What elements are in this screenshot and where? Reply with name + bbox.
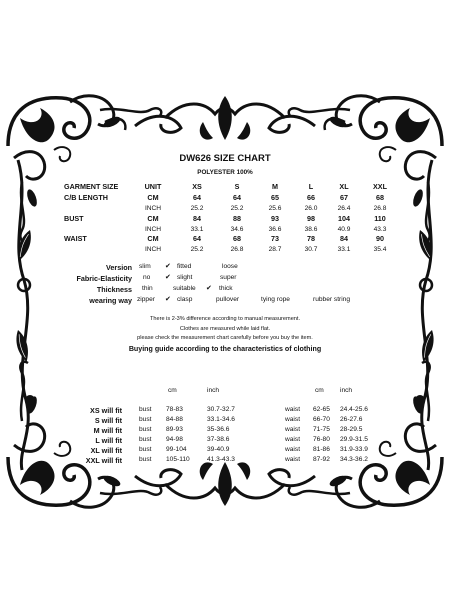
guide-bust-inch: 33.1-34.6 bbox=[207, 416, 235, 423]
table-cell: 25.2 bbox=[190, 246, 204, 253]
row-unit: INCH bbox=[144, 246, 162, 253]
guide-bust-label: bust bbox=[139, 416, 152, 423]
attr-option-selected: suitable bbox=[173, 285, 196, 292]
check-icon: ✔ bbox=[165, 263, 171, 270]
attr-option-selected: fitted bbox=[177, 263, 192, 270]
attr-label-elasticity: Fabric-Elasticity bbox=[76, 274, 132, 283]
guide-col-inch: inch bbox=[340, 387, 353, 394]
guide-waist-label: waist bbox=[285, 426, 301, 433]
attr-option-selected: slight bbox=[177, 274, 193, 281]
table-cell: 40.9 bbox=[337, 226, 351, 233]
table-cell: 26.4 bbox=[337, 205, 351, 212]
table-cell: 73 bbox=[271, 234, 279, 243]
row-unit: CM bbox=[147, 234, 159, 243]
table-cell: 35.4 bbox=[373, 246, 387, 253]
guide-bust-cm: 84-88 bbox=[166, 416, 183, 423]
header-size-s: S bbox=[234, 182, 240, 191]
table-cell: 93 bbox=[271, 214, 279, 223]
attr-option: pullover bbox=[216, 296, 240, 303]
guide-waist-label: waist bbox=[285, 456, 301, 463]
note-line: please check the measurement chart carefully before you buy the item. bbox=[137, 335, 313, 341]
attr-option: tying rope bbox=[261, 296, 290, 303]
buying-guide-title: Buying guide according to the characteristics of clothing bbox=[128, 345, 322, 353]
attr-option: super bbox=[220, 274, 237, 281]
attr-option-selected: clasp bbox=[177, 296, 193, 303]
guide-bust-label: bust bbox=[139, 446, 152, 453]
header-unit: UNIT bbox=[144, 182, 162, 191]
guide-bust-inch: 37-38.6 bbox=[207, 436, 230, 443]
guide-waist-cm: 66-70 bbox=[313, 416, 330, 423]
header-size-m: M bbox=[272, 182, 278, 191]
table-cell: 64 bbox=[193, 234, 201, 243]
table-cell: 104 bbox=[338, 214, 350, 223]
guide-bust-cm: 78-83 bbox=[166, 406, 183, 413]
table-cell: 68 bbox=[233, 234, 241, 243]
guide-bust-inch: 30.7-32.7 bbox=[207, 406, 235, 413]
guide-bust-label: bust bbox=[139, 406, 152, 413]
guide-row-label: XL will fit bbox=[90, 446, 122, 455]
guide-bust-cm: 99-104 bbox=[166, 446, 187, 453]
guide-waist-cm: 76-80 bbox=[313, 436, 330, 443]
guide-waist-label: waist bbox=[285, 406, 301, 413]
table-cell: 84 bbox=[193, 214, 201, 223]
guide-waist-label: waist bbox=[285, 446, 301, 453]
note-line: There is 2-3% difference according to manual measurement. bbox=[149, 316, 301, 322]
row-unit: INCH bbox=[144, 226, 162, 233]
guide-bust-inch: 35-36.6 bbox=[207, 426, 230, 433]
guide-col-cm: cm bbox=[315, 387, 324, 394]
table-cell: 33.1 bbox=[337, 246, 351, 253]
table-cell: 88 bbox=[233, 214, 241, 223]
check-icon: ✔ bbox=[165, 296, 171, 303]
table-cell: 36.6 bbox=[268, 226, 282, 233]
guide-row-label: S will fit bbox=[94, 416, 122, 425]
row-label-bust: BUST bbox=[64, 214, 84, 223]
header-size-xxl: XXL bbox=[373, 182, 387, 191]
table-cell: 25.6 bbox=[268, 205, 282, 212]
table-cell: 28.7 bbox=[268, 246, 282, 253]
attr-option: thin bbox=[142, 285, 153, 292]
guide-row-label: M will fit bbox=[93, 426, 122, 435]
check-icon: ✔ bbox=[206, 285, 212, 292]
table-cell: 26.0 bbox=[304, 205, 318, 212]
row-label-waist: WAIST bbox=[64, 234, 87, 243]
guide-waist-label: waist bbox=[285, 436, 301, 443]
guide-bust-cm: 94-98 bbox=[166, 436, 183, 443]
guide-waist-inch: 24.4-25.6 bbox=[340, 406, 368, 413]
guide-row-label: XXL will fit bbox=[85, 456, 122, 465]
attr-option: slim bbox=[139, 263, 151, 270]
table-cell: 65 bbox=[271, 193, 279, 202]
guide-row-label: L will fit bbox=[95, 436, 122, 445]
table-cell: 64 bbox=[233, 193, 241, 202]
guide-col-cm: cm bbox=[168, 387, 177, 394]
table-cell: 68 bbox=[376, 193, 384, 202]
guide-bust-inch: 39-40.9 bbox=[207, 446, 230, 453]
table-cell: 64 bbox=[193, 193, 201, 202]
table-cell: 26.8 bbox=[373, 205, 387, 212]
guide-waist-inch: 34.3-36.2 bbox=[340, 456, 368, 463]
table-cell: 38.6 bbox=[304, 226, 318, 233]
guide-bust-label: bust bbox=[139, 426, 152, 433]
table-cell: 25.2 bbox=[230, 205, 244, 212]
header-size-l: L bbox=[308, 182, 314, 191]
guide-bust-inch: 41.3-43.3 bbox=[207, 456, 235, 463]
header-size-xl: XL bbox=[339, 182, 349, 191]
guide-waist-inch: 31.9-33.9 bbox=[340, 446, 368, 453]
row-unit: CM bbox=[147, 214, 159, 223]
row-label-cb-length: C/B LENGTH bbox=[64, 193, 108, 202]
attr-option: rubber string bbox=[313, 296, 351, 303]
guide-col-inch: inch bbox=[207, 387, 220, 394]
table-cell: 90 bbox=[376, 234, 384, 243]
attr-option: loose bbox=[222, 263, 238, 270]
table-cell: 30.7 bbox=[304, 246, 318, 253]
table-cell: 66 bbox=[307, 193, 315, 202]
row-unit: CM bbox=[147, 193, 159, 202]
row-unit: INCH bbox=[144, 205, 162, 212]
table-cell: 78 bbox=[307, 234, 315, 243]
guide-row-label: XS will fit bbox=[90, 406, 122, 415]
attr-label-wearing-way: wearing way bbox=[89, 296, 132, 305]
guide-waist-cm: 71-75 bbox=[313, 426, 330, 433]
chart-title: DW626 SIZE CHART bbox=[179, 153, 271, 164]
attr-option: thick bbox=[219, 285, 233, 292]
header-garment-size: GARMENT SIZE bbox=[64, 182, 119, 191]
guide-waist-label: waist bbox=[285, 416, 301, 423]
guide-waist-cm: 81-86 bbox=[313, 446, 330, 453]
table-cell: 34.6 bbox=[230, 226, 244, 233]
guide-bust-cm: 89-93 bbox=[166, 426, 183, 433]
guide-waist-cm: 62-65 bbox=[313, 406, 330, 413]
guide-waist-cm: 87-92 bbox=[313, 456, 330, 463]
material-label: POLYESTER 100% bbox=[197, 169, 253, 176]
table-cell: 43.3 bbox=[373, 226, 387, 233]
check-icon: ✔ bbox=[165, 274, 171, 281]
attr-option: no bbox=[143, 274, 151, 281]
guide-waist-inch: 29.9-31.5 bbox=[340, 436, 368, 443]
note-line: Clothes are measured while laid flat. bbox=[179, 326, 271, 332]
guide-bust-label: bust bbox=[139, 456, 152, 463]
table-cell: 98 bbox=[307, 214, 315, 223]
guide-waist-inch: 28-29.5 bbox=[340, 426, 363, 433]
attr-option: zipper bbox=[137, 296, 155, 303]
guide-waist-inch: 26-27.6 bbox=[340, 416, 363, 423]
table-cell: 33.1 bbox=[190, 226, 204, 233]
table-cell: 84 bbox=[340, 234, 348, 243]
table-cell: 110 bbox=[374, 214, 386, 223]
table-cell: 26.8 bbox=[230, 246, 244, 253]
guide-bust-label: bust bbox=[139, 436, 152, 443]
guide-bust-cm: 105-110 bbox=[166, 456, 190, 463]
table-cell: 67 bbox=[340, 193, 348, 202]
table-cell: 25.2 bbox=[190, 205, 204, 212]
attr-label-version: Version bbox=[106, 263, 132, 272]
attr-label-thickness: Thickness bbox=[96, 285, 132, 294]
header-size-xs: XS bbox=[192, 182, 202, 191]
